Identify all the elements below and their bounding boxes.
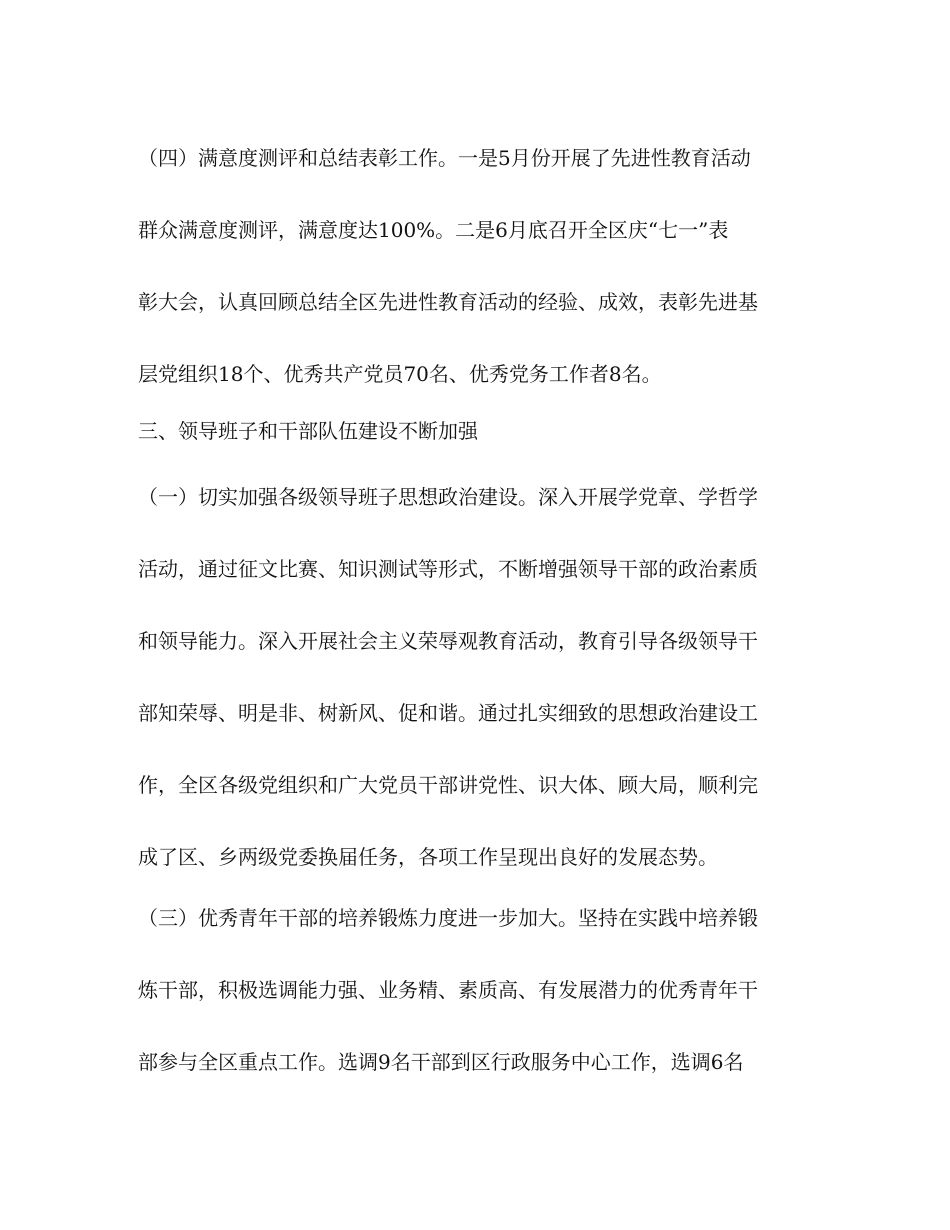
paragraph-3-line-2: 炼干部，积极选调能力强、业务精、素质高、有发展潜力的优秀青年干 bbox=[138, 978, 758, 1002]
paragraph-4-line-4: 层党组织18个、优秀共产党员70名、优秀党务工作者8名。 bbox=[138, 362, 662, 386]
paragraph-1-line-3: 和领导能力。深入开展社会主义荣辱观教育活动，教育引导各级领导干 bbox=[138, 629, 758, 653]
section-heading-3: 三、领导班子和干部队伍建设不断加强 bbox=[138, 419, 478, 443]
paragraph-1-line-4: 部知荣辱、明是非、树新风、促和谐。通过扎实细致的思想政治建设工 bbox=[138, 701, 758, 725]
paragraph-1-line-2: 活动，通过征文比赛、知识测试等形式，不断增强领导干部的政治素质 bbox=[138, 557, 758, 581]
paragraph-1-line-5: 作，全区各级党组织和广大党员干部讲党性、识大体、顾大局，顺利完 bbox=[138, 773, 758, 797]
paragraph-3-line-3: 部参与全区重点工作。选调9名干部到区行政服务中心工作，选调6名 bbox=[138, 1050, 744, 1074]
paragraph-1-line-6: 成了区、乡两级党委换届任务，各项工作呈现出良好的发展态势。 bbox=[138, 845, 718, 869]
paragraph-4-line-1: （四）满意度测评和总结表彰工作。一是5月份开展了先进性教育活动 bbox=[138, 146, 751, 170]
paragraph-4-line-3: 彰大会，认真回顾总结全区先进性教育活动的经验、成效，表彰先进基 bbox=[138, 290, 758, 314]
paragraph-3-line-1: （三）优秀青年干部的培养锻炼力度进一步加大。坚持在实践中培养锻 bbox=[138, 906, 758, 930]
paragraph-4-line-2: 群众满意度测评，满意度达100%。二是6月底召开全区庆“七一”表 bbox=[138, 218, 729, 242]
paragraph-1-line-1: （一）切实加强各级领导班子思想政治建设。深入开展学党章、学哲学 bbox=[138, 485, 758, 509]
